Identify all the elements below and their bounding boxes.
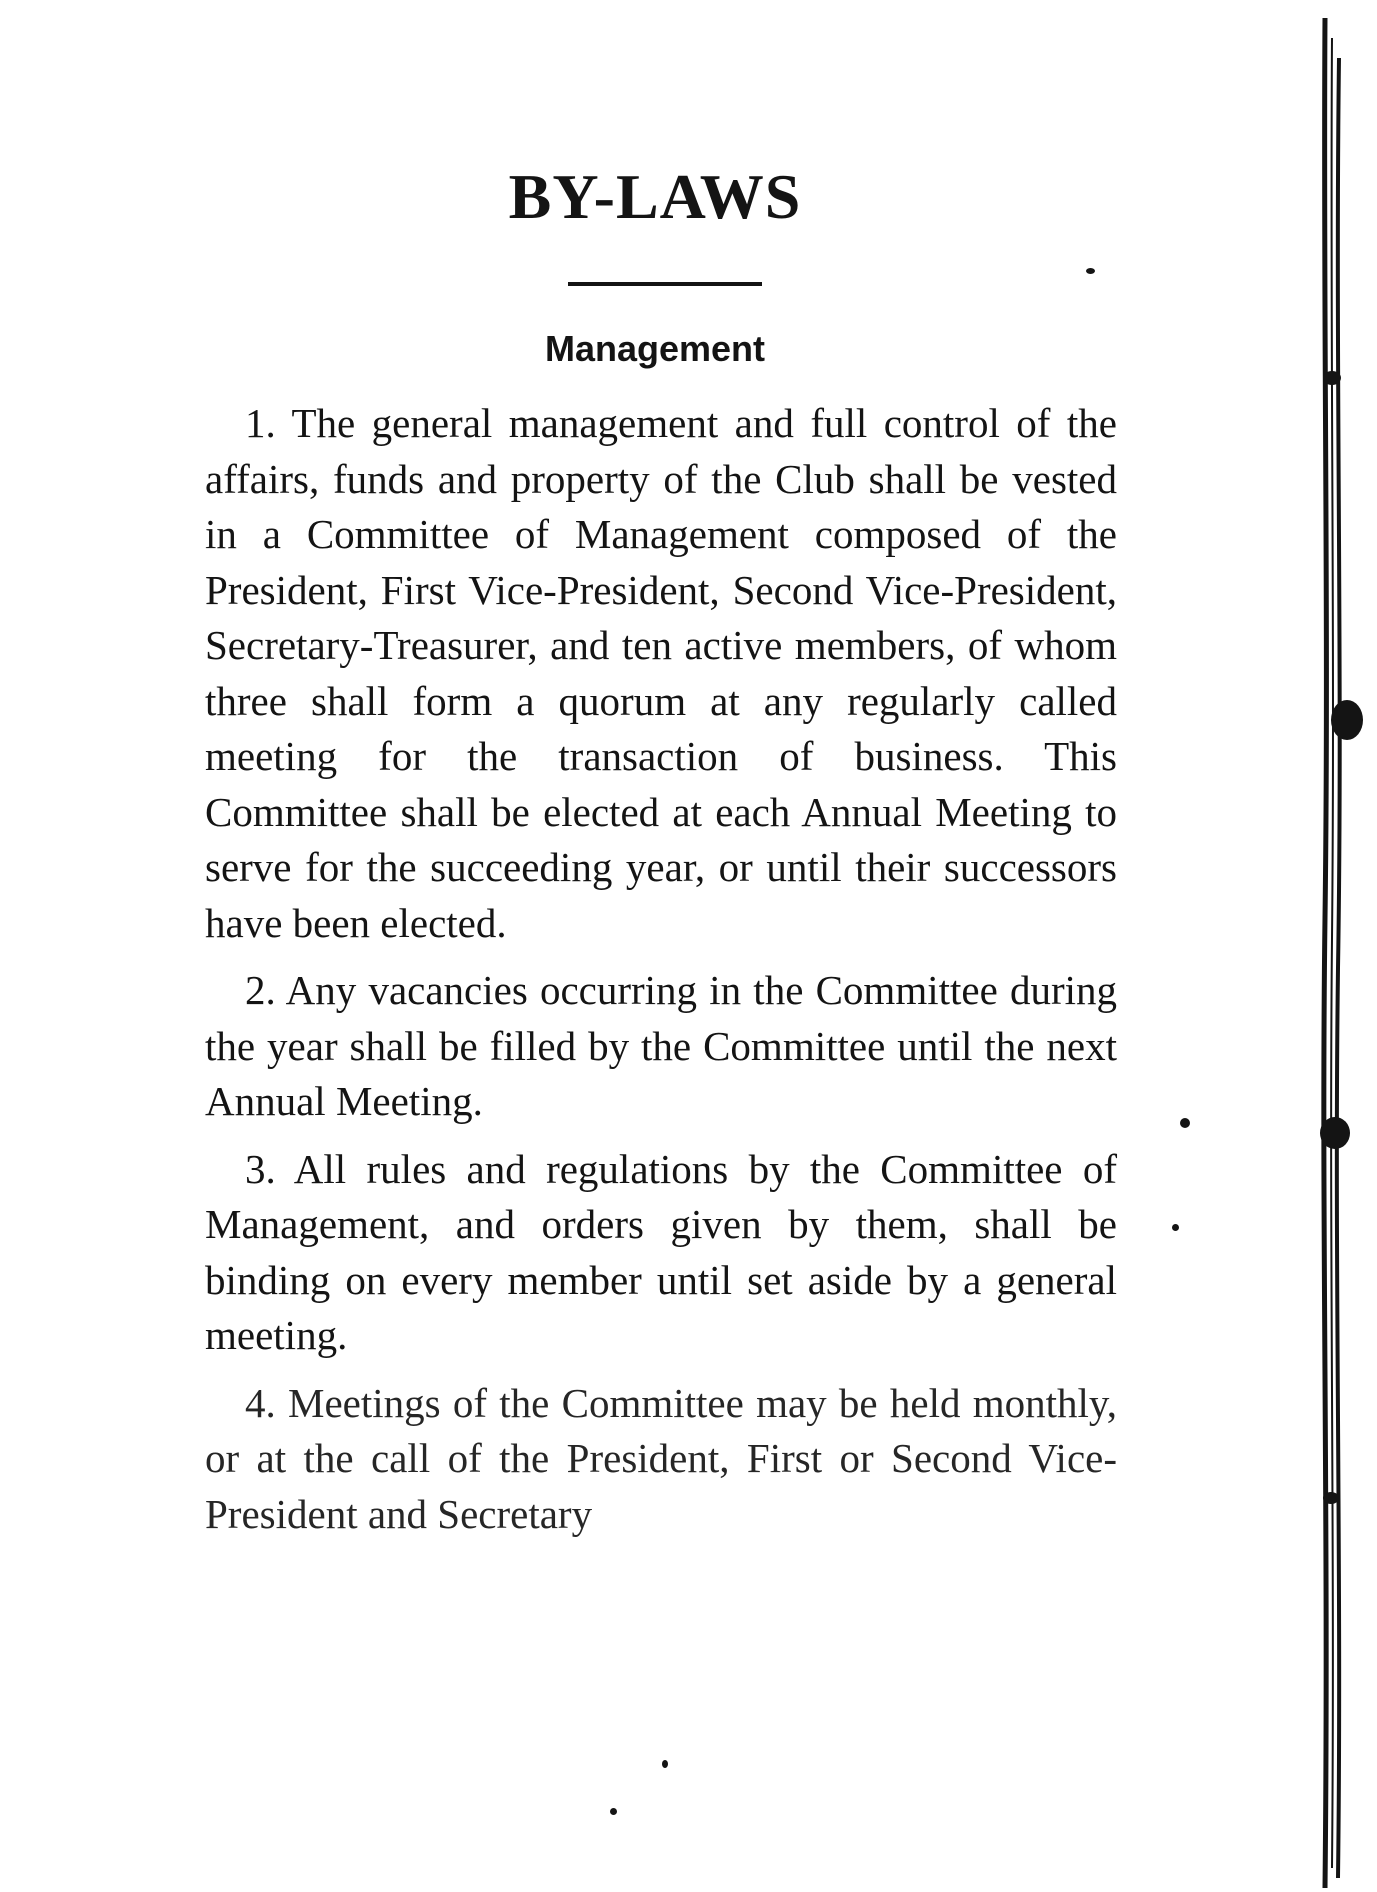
binding-edge-decoration: [1305, 18, 1365, 1888]
ink-speck: [662, 1760, 668, 1768]
section-heading: Management: [544, 328, 766, 369]
ink-speck: [1086, 268, 1095, 274]
bylaws-body: [205, 396, 1117, 1554]
bylaw-paragraph-3: 3. All rules and regulations by the Committee of Management, and orders given by them, shall be binding on every member until set aside by a general meeting.: [205, 1145, 1117, 1358]
ink-speck: [610, 1808, 617, 1815]
bylaw-paragraph-1: 1. The general management and full control of the affairs, funds and property of the Club shall be vested in a Committee of Management composed of the President, First Vice-President, Second Vice-President, Secretary-Treasurer, and ten active members, of whom three shall form a quorum at any regularly called meeting for the transaction of business. This Committee shall be elected at each Annual Meeting to serve for the succeeding year, or until their successors have been elected.: [205, 400, 1117, 946]
bylaw-paragraph-2: 2. Any vacancies occurring in the Committee during the year shall be filled by the Committee until the next Annual Meeting.: [205, 967, 1117, 1124]
document-title: BY-LAWS: [508, 161, 802, 232]
ink-speck: [1172, 1224, 1179, 1231]
bylaw-paragraph-4: 4. Meetings of the Committee may be held monthly, or at the call of the President, First or Second Vice-President and Secretary: [205, 1379, 1117, 1537]
title-divider: [568, 282, 762, 286]
ink-speck: [1180, 1118, 1190, 1128]
